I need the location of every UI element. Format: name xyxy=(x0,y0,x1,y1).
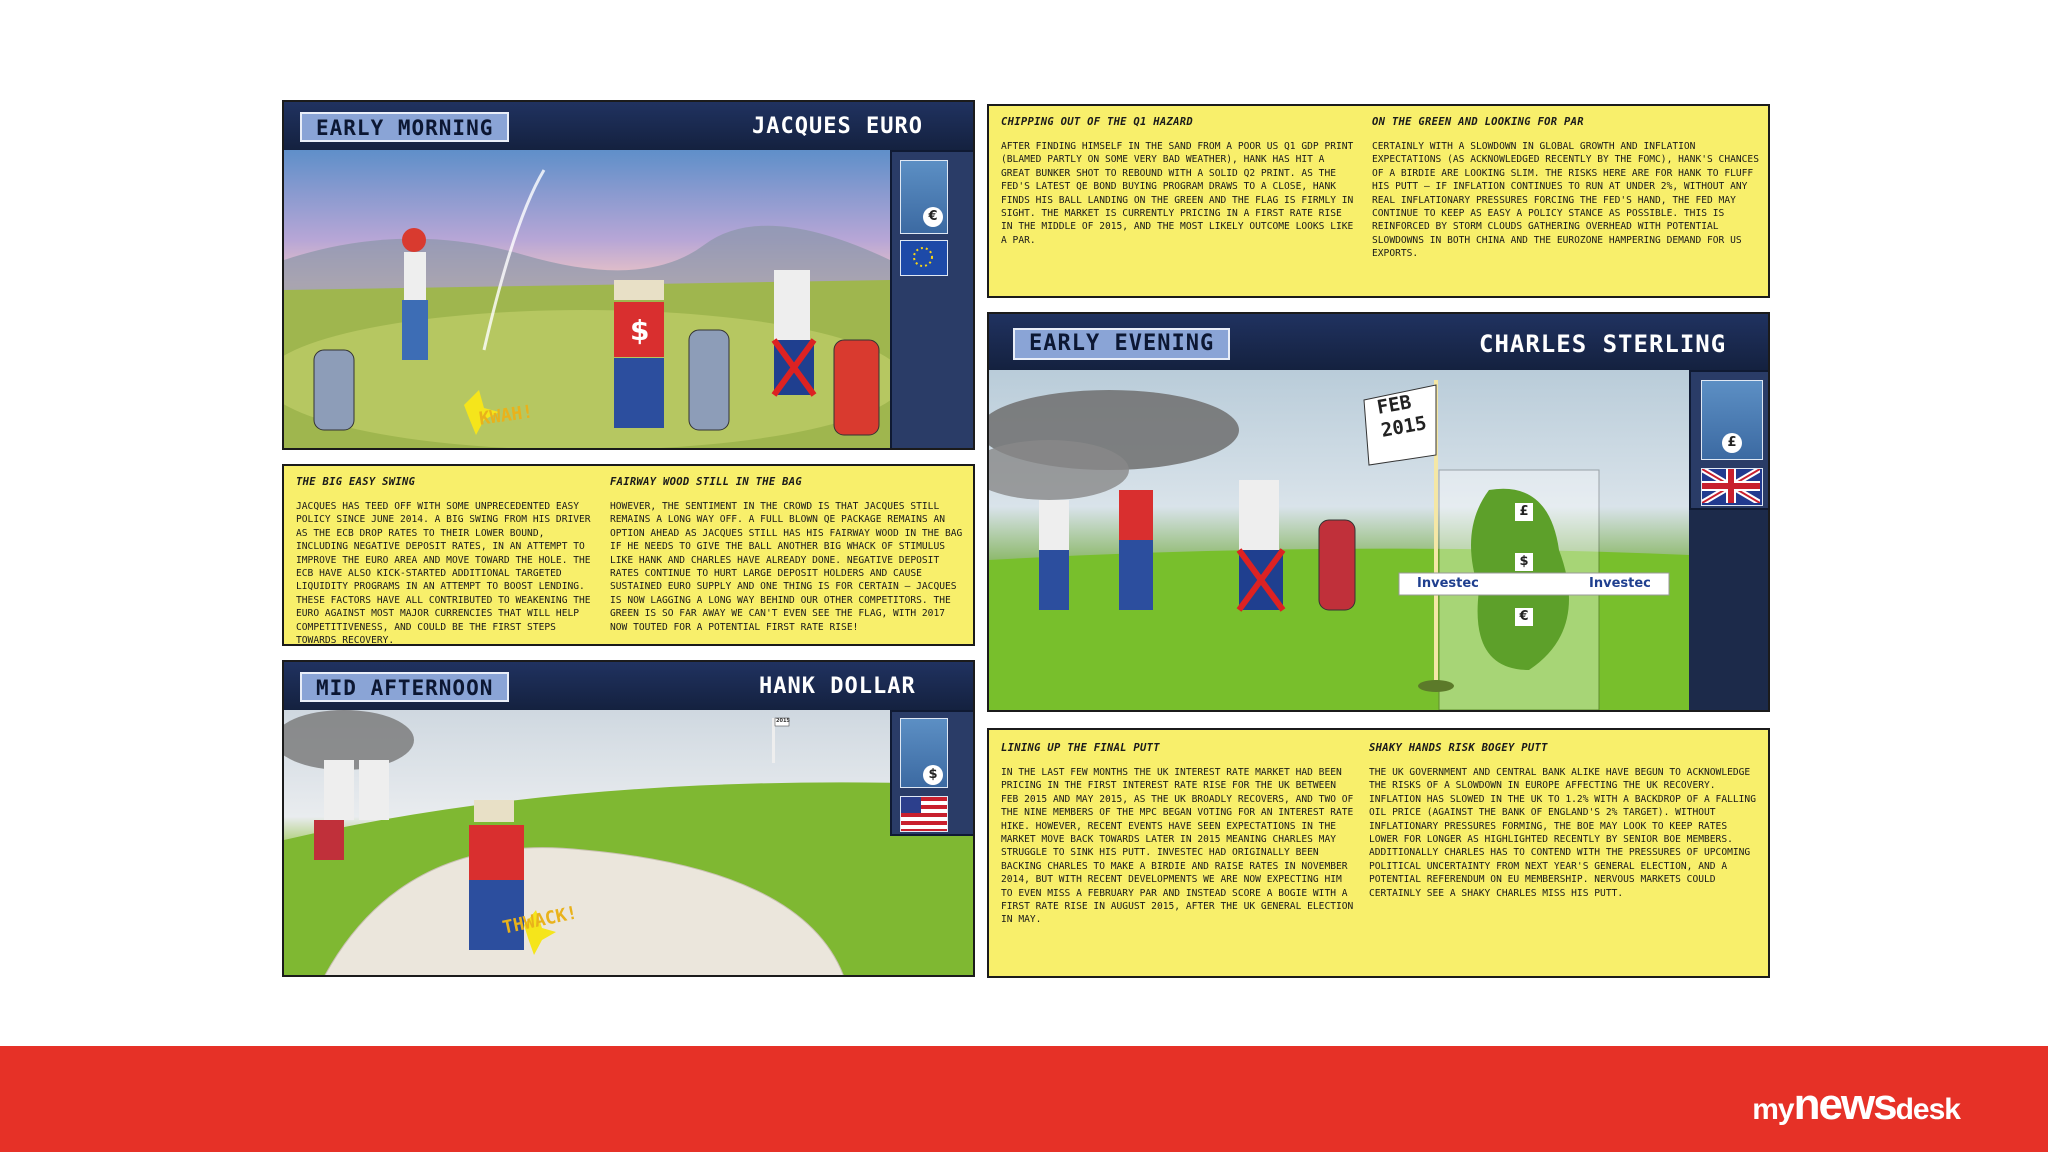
section-title: THE BIG EASY SWING xyxy=(296,476,416,488)
currency-symbol: £ xyxy=(1722,433,1742,453)
character-portrait xyxy=(890,150,975,450)
text-box-big-easy-swing xyxy=(282,464,975,646)
scene-art xyxy=(284,150,890,450)
text-column-left xyxy=(1001,742,1356,927)
section-title: LINING UP THE FINAL PUTT xyxy=(1001,742,1160,754)
golfer-charles xyxy=(774,270,814,395)
golf-bag xyxy=(834,340,879,435)
flag-text-month: FEB xyxy=(1375,391,1413,419)
flag-sign: 2015 xyxy=(776,718,790,724)
section-title: FAIRWAY WOOD STILL IN THE BAG xyxy=(610,476,803,488)
logo-text-news: news xyxy=(1793,1080,1896,1129)
text-column-right xyxy=(610,476,965,634)
section-body: THE UK GOVERNMENT AND CENTRAL BANK ALIKE HAVE BEGUN TO ACKNOWLEDGE THE RISKS OF A SLOWDOWN IN EUROPE AFFECTING THE UK RECOVERY. INFLATION HAS SLOWED IN THE UK TO 1.2% WITH A BACKDROP OF A FALLING OIL PRICE (AGAINST THE BANK OF ENGLAND'S 2% TARGET). WITHOUT INFLATIONARY PRESSURES FORMING, THE BOE MAY LOOK TO KEEP RATES LOWER FOR LONGER AS HIGHLIGHTED RECENTLY BY SENIOR BOE MEMBERS. ADDITIONALLY CHARLES HAS TO CONTEND WITH THE PRESSURES OF UPCOMING POLITICAL UNCERTAINTY FROM NEXT YEAR'S GENERAL ELECTION, AND A POTENTIAL REFERENDUM ON EU MEMBERSHIP. NERVOUS MARKETS COULD CERTAINLY SEE A SHAKY CHARLES MISS HIS PUTT. xyxy=(1369,767,1756,899)
flag-text-year: 2015 xyxy=(1379,412,1429,442)
section-body: JACQUES HAS TEED OFF WITH SOME UNPRECEDENTED EASY POLICY SINCE JUNE 2014. A BIG SWING FROM HIS DRIVER AS THE ECB DROP RATES TO THEIR LOWER BOUND, INCLUDING NEGATIVE DEPOSIT RATES, IN AN ATTEMPT TO IMPROVE THE EURO AREA AND MOVE TOWARD THE HOLE. THE ECB HAVE ALSO KICK-STARTED ADDITIONAL TARGETED LIQUIDITY PROGRAMS IN AN ATTEMPT TO BOOST LENDING. THESE FACTORS HAVE ALL CONTRIBUTED TO WEAKENING THE EURO AGAINST MOST MAJOR CURRENCIES THAT WILL HELP COMPETITIVENESS, AND COULD BE THE FIRST STEPS TOWARDS RECOVERY. xyxy=(296,501,591,647)
portrait-face xyxy=(900,160,948,234)
section-title: ON THE GREEN AND LOOKING FOR PAR xyxy=(1372,116,1584,128)
comic-panel-mid-afternoon xyxy=(282,660,975,977)
hole-symbol: £ xyxy=(1515,503,1533,521)
sound-effect-text: KWAH! xyxy=(477,401,535,430)
golf-scene-illustration xyxy=(284,150,890,450)
svg-text:$: $ xyxy=(630,314,650,347)
footer-bar xyxy=(0,1046,2048,1152)
text-box-final-putt xyxy=(987,728,1770,978)
eu-flag-icon xyxy=(900,240,948,276)
section-body: HOWEVER, THE SENTIMENT IN THE CROWD IS THAT JACQUES STILL REMAINS A LONG WAY OFF. A FULL BLOWN QE PACKAGE REMAINS AN OPTION AHEAD AS JACQUES STILL HAS HIS FAIRWAY WOOD IN THE BAG IF HE NEEDS TO GIVE THE BALL ANOTHER BIG WHACK OF STIMULUS LIKE HANK AND CHARLES HAVE ALREADY DONE. NEGATIVE DEPOSIT RATES CONTINUE TO HURT LARGE DEPOSIT HOLDERS AND CAUSE SUSTAINED EURO SUPPLY AND ONE THING IS FOR CERTAIN – JACQUES IS NOW LAGGING A LONG WAY BEHIND OUR OTHER COMPETITORS. THE GREEN IS SO FAR AWAY WE CAN'T EVEN SEE THE FLAG, WITH 2017 NOW TOUTED FOR A POTENTIAL FIRST RATE RISE! xyxy=(610,501,963,633)
logo-text-my: my xyxy=(1752,1093,1794,1126)
text-box-chipping-out xyxy=(987,104,1770,298)
text-column-right xyxy=(1372,116,1762,261)
uk-flag-icon xyxy=(1701,468,1763,506)
portrait-face xyxy=(1701,380,1763,460)
character-portrait xyxy=(890,710,975,836)
golf-bag xyxy=(1319,520,1355,610)
us-flag-icon xyxy=(900,796,948,832)
golf-bag xyxy=(689,330,729,430)
text-column-left xyxy=(296,476,600,647)
character-name: HANK DOLLAR xyxy=(759,674,916,699)
text-column-right xyxy=(1369,742,1759,900)
hole-symbol: $ xyxy=(1515,553,1533,571)
section-body: AFTER FINDING HIMSELF IN THE SAND FROM A POOR US Q1 GDP PRINT (BLAMED PARTLY ON SOME VERY BAD WEATHER), HANK HAS HIT A GREAT BUNKER SHOT TO REBOUND WITH A SOLID Q2 PRINT. AS THE FED'S LATEST QE BOND BUYING PROGRAM DRAWS TO A CLOSE, HANK FINDS HIS BALL LANDING ON THE GREEN AND THE FLAG IS FIRMLY IN SIGHT. THE MARKET IS CURRENTLY PRICING IN A FIRST RATE RISE IN THE MIDDLE OF 2015, AND THE MOST LIKELY OUTCOME LOOKS LIKE A PAR. xyxy=(1001,141,1354,246)
banner-text: Investec xyxy=(1417,576,1479,591)
scene-label: MID AFTERNOON xyxy=(300,672,509,702)
section-body: CERTAINLY WITH A SLOWDOWN IN GLOBAL GROWTH AND INFLATION EXPECTATIONS (AS ACKNOWLEDGED RECENTLY BY THE FOMC), HANK'S CHANCES OF A BIRDIE ARE LOOKING SLIM. THE RISKS HERE ARE FOR HANK TO FLUFF HIS PUTT – IF INFLATION CONTINUES TO RUN AT UNDER 2%, WITHOUT ANY REAL INFLATIONARY PRESSURES FORCING THE FED'S HAND, THE FED MAY CONTINUE TO KEEP AS EASY A POLICY STANCE AS POSSIBLE. THIS IS REINFORCED BY STORM CLOUDS GATHERING OVERHEAD WITH POTENTIAL SLOWDOWNS IN BOTH CHINA AND THE EUROZONE HAMPERING DEMAND FOR US EXPORTS. xyxy=(1372,141,1759,260)
section-title: SHAKY HANDS RISK BOGEY PUTT xyxy=(1369,742,1548,754)
scene-label: EARLY EVENING xyxy=(1013,328,1230,360)
comic-panel-early-evening xyxy=(987,312,1770,712)
golfer-hank xyxy=(614,280,664,428)
section-body: IN THE LAST FEW MONTHS THE UK INTEREST RATE MARKET HAD BEEN PRICING IN THE FIRST INTEREST RATE RISE FOR THE UK BETWEEN FEB 2015 AND MAY 2015, AS THE UK BROADLY RECOVERS, AND TWO OF THE NINE MEMBERS OF THE MPC BEGAN VOTING FOR AN INTEREST RATE HIKE. HOWEVER, RECENT EVENTS HAVE SEEN EXPECTATIONS IN THE MARKET MOVE BACK TOWARDS LATER IN 2015 MEANING CHARLES MAY STRUGGLE TO SINK HIS PUTT. INVESTEC HAD ORIGINALLY BEEN BACKING CHARLES TO MAKE A BIRDIE AND RAISE RATES IN NOVEMBER 2014, BUT WITH RECENT DEVELOPMENTS WE ARE NOW EXPECTING HIM TO EVEN MISS A FEBRUARY PAR AND INSTEAD SCORE A BOGIE WITH A FIRST RATE RISE IN AUGUST 2015, AFTER THE UK GENERAL ELECTION IN MAY. xyxy=(1001,767,1354,926)
sound-effect-text: THWACK! xyxy=(500,902,580,939)
banner-text: Investec xyxy=(1589,576,1651,591)
currency-symbol: $ xyxy=(923,765,943,785)
golf-bag xyxy=(314,350,354,430)
hole-symbol: € xyxy=(1515,608,1533,626)
character-name: JACQUES EURO xyxy=(752,114,923,139)
green-scene-illustration xyxy=(989,370,1689,712)
currency-symbol: € xyxy=(923,207,943,227)
scene-art xyxy=(989,370,1689,712)
golfer-charles xyxy=(1239,480,1283,610)
scene-art xyxy=(284,710,975,977)
portrait-face xyxy=(900,718,948,788)
character-name: CHARLES STERLING xyxy=(1479,330,1727,358)
scene-label: EARLY MORNING xyxy=(300,112,509,142)
text-column-left xyxy=(1001,116,1356,247)
logo-text-desk: desk xyxy=(1895,1093,1960,1126)
comic-panel-early-morning xyxy=(282,100,975,450)
section-title: CHIPPING OUT OF THE Q1 HAZARD xyxy=(1001,116,1194,128)
bunker-scene-illustration xyxy=(284,710,975,977)
character-portrait xyxy=(1689,370,1770,510)
mynewsdesk-logo[interactable] xyxy=(1752,1080,1960,1130)
